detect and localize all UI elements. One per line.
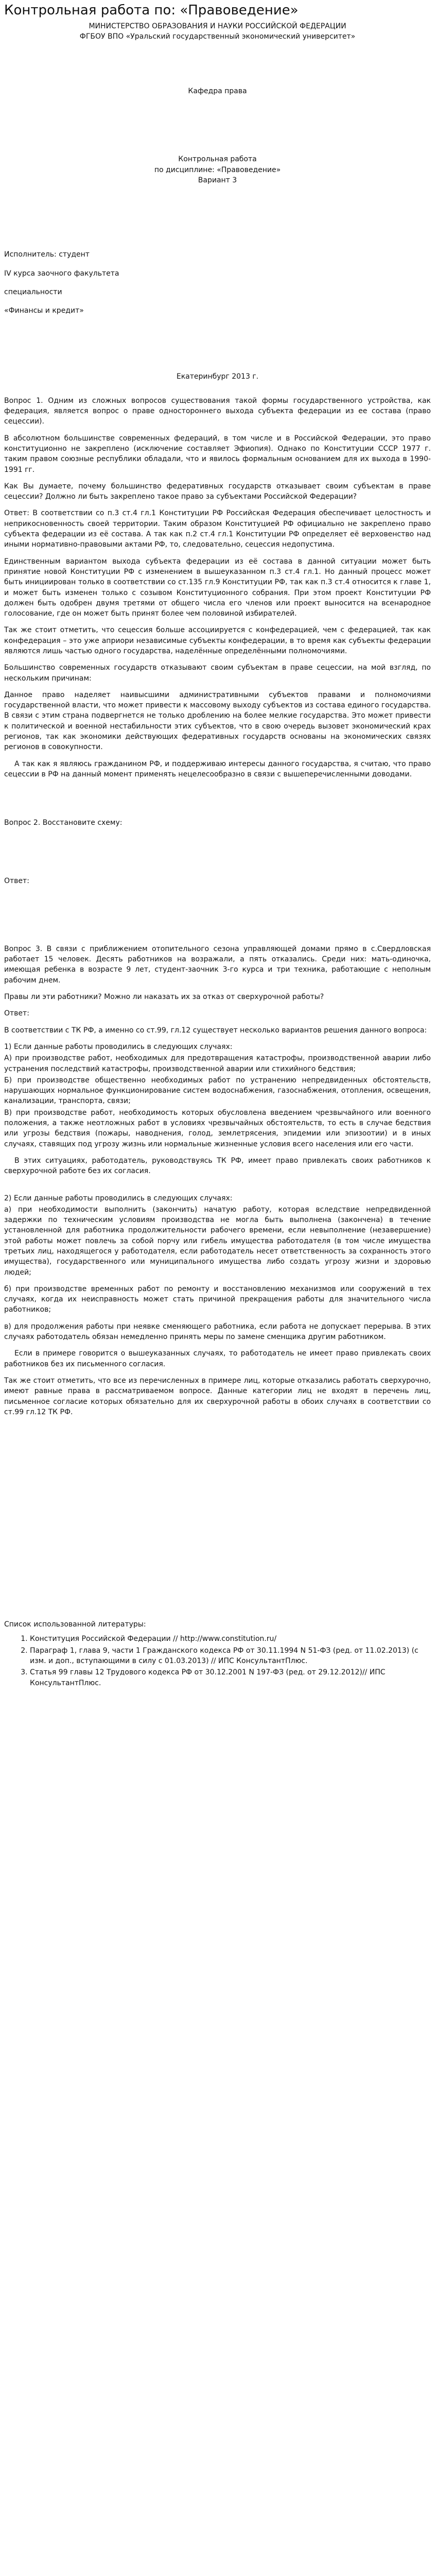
author-line-2: IV курса заочного факультета: [4, 269, 119, 278]
work-type-line: Контрольная работа: [178, 155, 257, 164]
document-title: Контрольная работа по: «Правоведение»: [4, 3, 299, 18]
case-1-item: А) при производстве работ, необходимых для предотвращения катастрофы, производственной аварии либо устранения последствий катастрофы, производственной аварии или стихийного бедствия;: [4, 1054, 431, 1073]
author-line-4: «Финансы и кредит»: [4, 307, 84, 315]
question-1-paragraph: А так как я являюсь гражданином РФ, и поддерживаю интересы данного государства, я считаю, что право сецессии в РФ на данный момент применять нецелесообразно в связи с вышеперечисленными доводами.: [4, 759, 431, 778]
city-year: Екатеринбург 2013 г.: [176, 372, 259, 381]
references-section: [4, 1619, 431, 1688]
question-1-answer: Ответ: В соответствии со п.3 ст.4 гл.1 Конституции РФ Российская Федерация обеспечивает целостность и неприкосновенность своей территории. Таким образом Конституцией РФ официально не закреплено право субъекта федерации из её состава. А так как п.2 ст.4 гл.1 Конституции РФ определяет её верховенство над иными нормативно-правовыми актами РФ, то, следовательно, сецессия недопустима.: [4, 509, 431, 549]
question-1-text: Вопрос 1. Одним из сложных вопросов существования такой формы государственного устройства, как федерация, является вопрос о праве одностороннего выхода субъекта федерации из ее состава (право сецессии).: [4, 396, 431, 426]
question-1-paragraph: Единственным вариантом выхода субъекта федерации из её состава в данной ситуации может быть принятие новой Конституции РФ с изменением в вышеуказанном п.3 ст.4 гл.1. Но данный процесс может быть инициирован только в соответствии со ст.135 гл.9 Конституции РФ, так как п.3 ст.4 относится к главе 1, и может быть изменен только с созывом Конституционного собрания. При этом проект Конституции РФ должен быть одобрен двумя третями от общего числа его членов или проект выносится на всенародное голосование, где он может быть принят более чем половиной избирателей.: [4, 557, 431, 618]
question-3-answer-label: Ответ:: [4, 1009, 29, 1018]
reference-item: 3. Статья 99 главы 12 Трудового кодекса РФ от 30.12.2001 N 197-ФЗ (ред. от 29.12.2012)// ИПС КонсультантПлюс.: [30, 1667, 431, 1688]
question-1-paragraph: Так же стоит отметить, что сецессия больше ассоциируется с конфедерацией, чем с федерацией, так как конфедерация – это уже априори независимые субъекты конфедерации, в то время как субъекты федерации являются лишь частью одного государства, наделённые определёнными полномочиями.: [4, 626, 431, 655]
case-1-conclusion: В этих ситуациях, работодатель, руководствуясь ТК РФ, имеет право привлекать своих работников к сверхурочной работе без их согласия.: [4, 1156, 431, 1176]
question-3-text: Вопрос 3. В связи с приближением отопительного сезона управляющей домами прямо в с.Свердловская работает 15 человек. Десять работников на возражали, а пять отказались. Среди них: мать-одиночка, имеющая ребенка в возрасте 9 лет, студент-заочник 3-го курса и три техника, работающие с неполным рабочим днем.: [4, 944, 431, 985]
case-2-item: в) для продолжения работы при неявке сменяющего работника, если работа не допускает перерыва. В этих случаях работодатель обязан немедленно принять меры по замене сменщика другим работником.: [4, 1322, 431, 1342]
case-1-title: 1) Если данные работы проводились в следующих случаях:: [4, 1042, 233, 1051]
question-2-text: Вопрос 2. Восстановите схему:: [4, 819, 123, 827]
case-1-item: Б) при производстве общественно необходимых работ по устранению непредвиденных обстоятельств, нарушающих нормальное функционирование систем водоснабжения, газоснабжения, отопления, освещения, канализации, транспорта, связи;: [4, 1076, 431, 1106]
references-list: [4, 1634, 431, 1688]
question-3-question: Правы ли эти работники? Можно ли наказать их за отказ от сверхурочной работы?: [4, 993, 324, 1002]
case-2-item: б) при производстве временных работ по ремонту и восстановлению механизмов или сооружений в тех случаях, когда их неисправность может стать причиной прекращения работы для значительного числа работников;: [4, 1284, 431, 1314]
author-line-1: Исполнитель: студент: [4, 250, 90, 259]
case-1-item: В) при производстве работ, необходимость которых обусловлена введением чрезвычайного или военного положения, а также неотложных работ в условиях чрезвычайных обстоятельств, то есть в случае бедствия или угрозы бедствия (пожары, наводнения, голод, землетрясения, эпидемии или эпизоотии) и в иных случаях, ставящих под угрозу жизнь или нормальные жизненные условия всего населения или его части.: [4, 1108, 431, 1148]
reference-item: 2. Параграф 1, глава 9, части 1 Гражданского кодекса РФ от 30.11.1994 N 51-ФЗ (ред. от 11.02.2013) (с изм. и доп., вступающими в силу с 01.03.2013) // ИПС КонсультантПлюс.: [30, 1646, 431, 1667]
question-1-paragraph: Большинство современных государств отказывают своим субъектам в праве сецессии, на мой взгляд, по нескольким причинам:: [4, 664, 431, 683]
department-line: Кафедра права: [188, 87, 247, 96]
question-2-answer-label: Ответ:: [4, 876, 29, 885]
author-line-3: специальности: [4, 287, 62, 296]
case-2-final: Так же стоит отметить, что все из перечисленных в примере лиц, которые отказались работать сверхурочно, имеют равные права в рассматриваемом вопросе. Данные категории лиц не входят в перечень лиц, письменное согласие которых обязательно для их сверхурочной работы в обоих случаях в соответствии со ст.99 гл.12 ТК РФ.: [4, 1376, 431, 1416]
discipline-line: по дисциплине: «Правоведение»: [154, 165, 281, 174]
university-line: ФГБОУ ВПО «Уральский государственный экономический университет»: [79, 32, 356, 41]
question-1-paragraph: Как Вы думаете, почему большинство федеративных государств отказывает своим субъектам в праве сецессии? Должно ли быть закреплено такое право за субъектами Российской Федерации?: [4, 482, 431, 501]
case-2-example: Если в примере говорится о вышеуказанных случаях, то работодатель не имеет право привлекать своих работников без их письменного согласия.: [4, 1349, 431, 1368]
case-2-title: 2) Если данные работы проводились в следующих случаях:: [4, 1194, 233, 1202]
question-3-paragraph: В соответствии с ТК РФ, а именно со ст.99, гл.12 существует несколько вариантов решения данного вопроса:: [4, 1026, 427, 1035]
question-1-paragraph: В абсолютном большинстве современных федераций, в том числе и в Российской Федерации, это право конституционно не закреплено (исключение составляет Эфиопия). Однако по Конституции СССР 1977 г. таким правом союзные республики обладали, что и явилось формальным основанием для их выхода в 1990-1991 гг.: [4, 434, 431, 474]
reference-item: 1. Конституция Российской Федерации // http://www.constitution.ru/: [30, 1634, 431, 1644]
references-title: Список использованной литературы:: [4, 1620, 146, 1629]
question-3-section: [4, 944, 431, 1417]
question-1-section: [4, 396, 431, 780]
question-2-section: [4, 818, 431, 886]
case-2-item: а) при необходимости выполнить (закончить) начатую работу, которая вследствие непредвиденной задержки по техническим условиям производства не могла быть выполнена (закончена) в течение установленной для работника продолжительности рабочего времени, если невыполнение (незавершение) этой работы может повлечь за собой порчу или гибель имущества работодателя (в том числе имущества третьих лиц, находящегося у работодателя, если работодатель несет ответственность за сохранность этого имущества), государственного или муниципального имущества либо создать угрозу жизни и здоровью людей;: [4, 1205, 431, 1277]
variant-line: Вариант 3: [198, 176, 237, 184]
question-1-paragraph: Данное право наделяет наивысшими административными субъектов правами и полномочиями государственной власти, что может привести к массовому выходу субъектов из состава единого государства. В связи с этим страна подвергнется не только дроблению на более мелкие государства. Это может привести к политической и военной нестабильности этих субъектов, что в свою очередь вызовет экономический крах регионов, так как экономики действующих федеративных государств основаны на экономических связях регионов в совокупности.: [4, 690, 431, 752]
ministry-line: МИНИСТЕРСТВО ОБРАЗОВАНИЯ И НАУКИ РОССИЙСКОЙ ФЕДЕРАЦИИ: [89, 22, 346, 30]
